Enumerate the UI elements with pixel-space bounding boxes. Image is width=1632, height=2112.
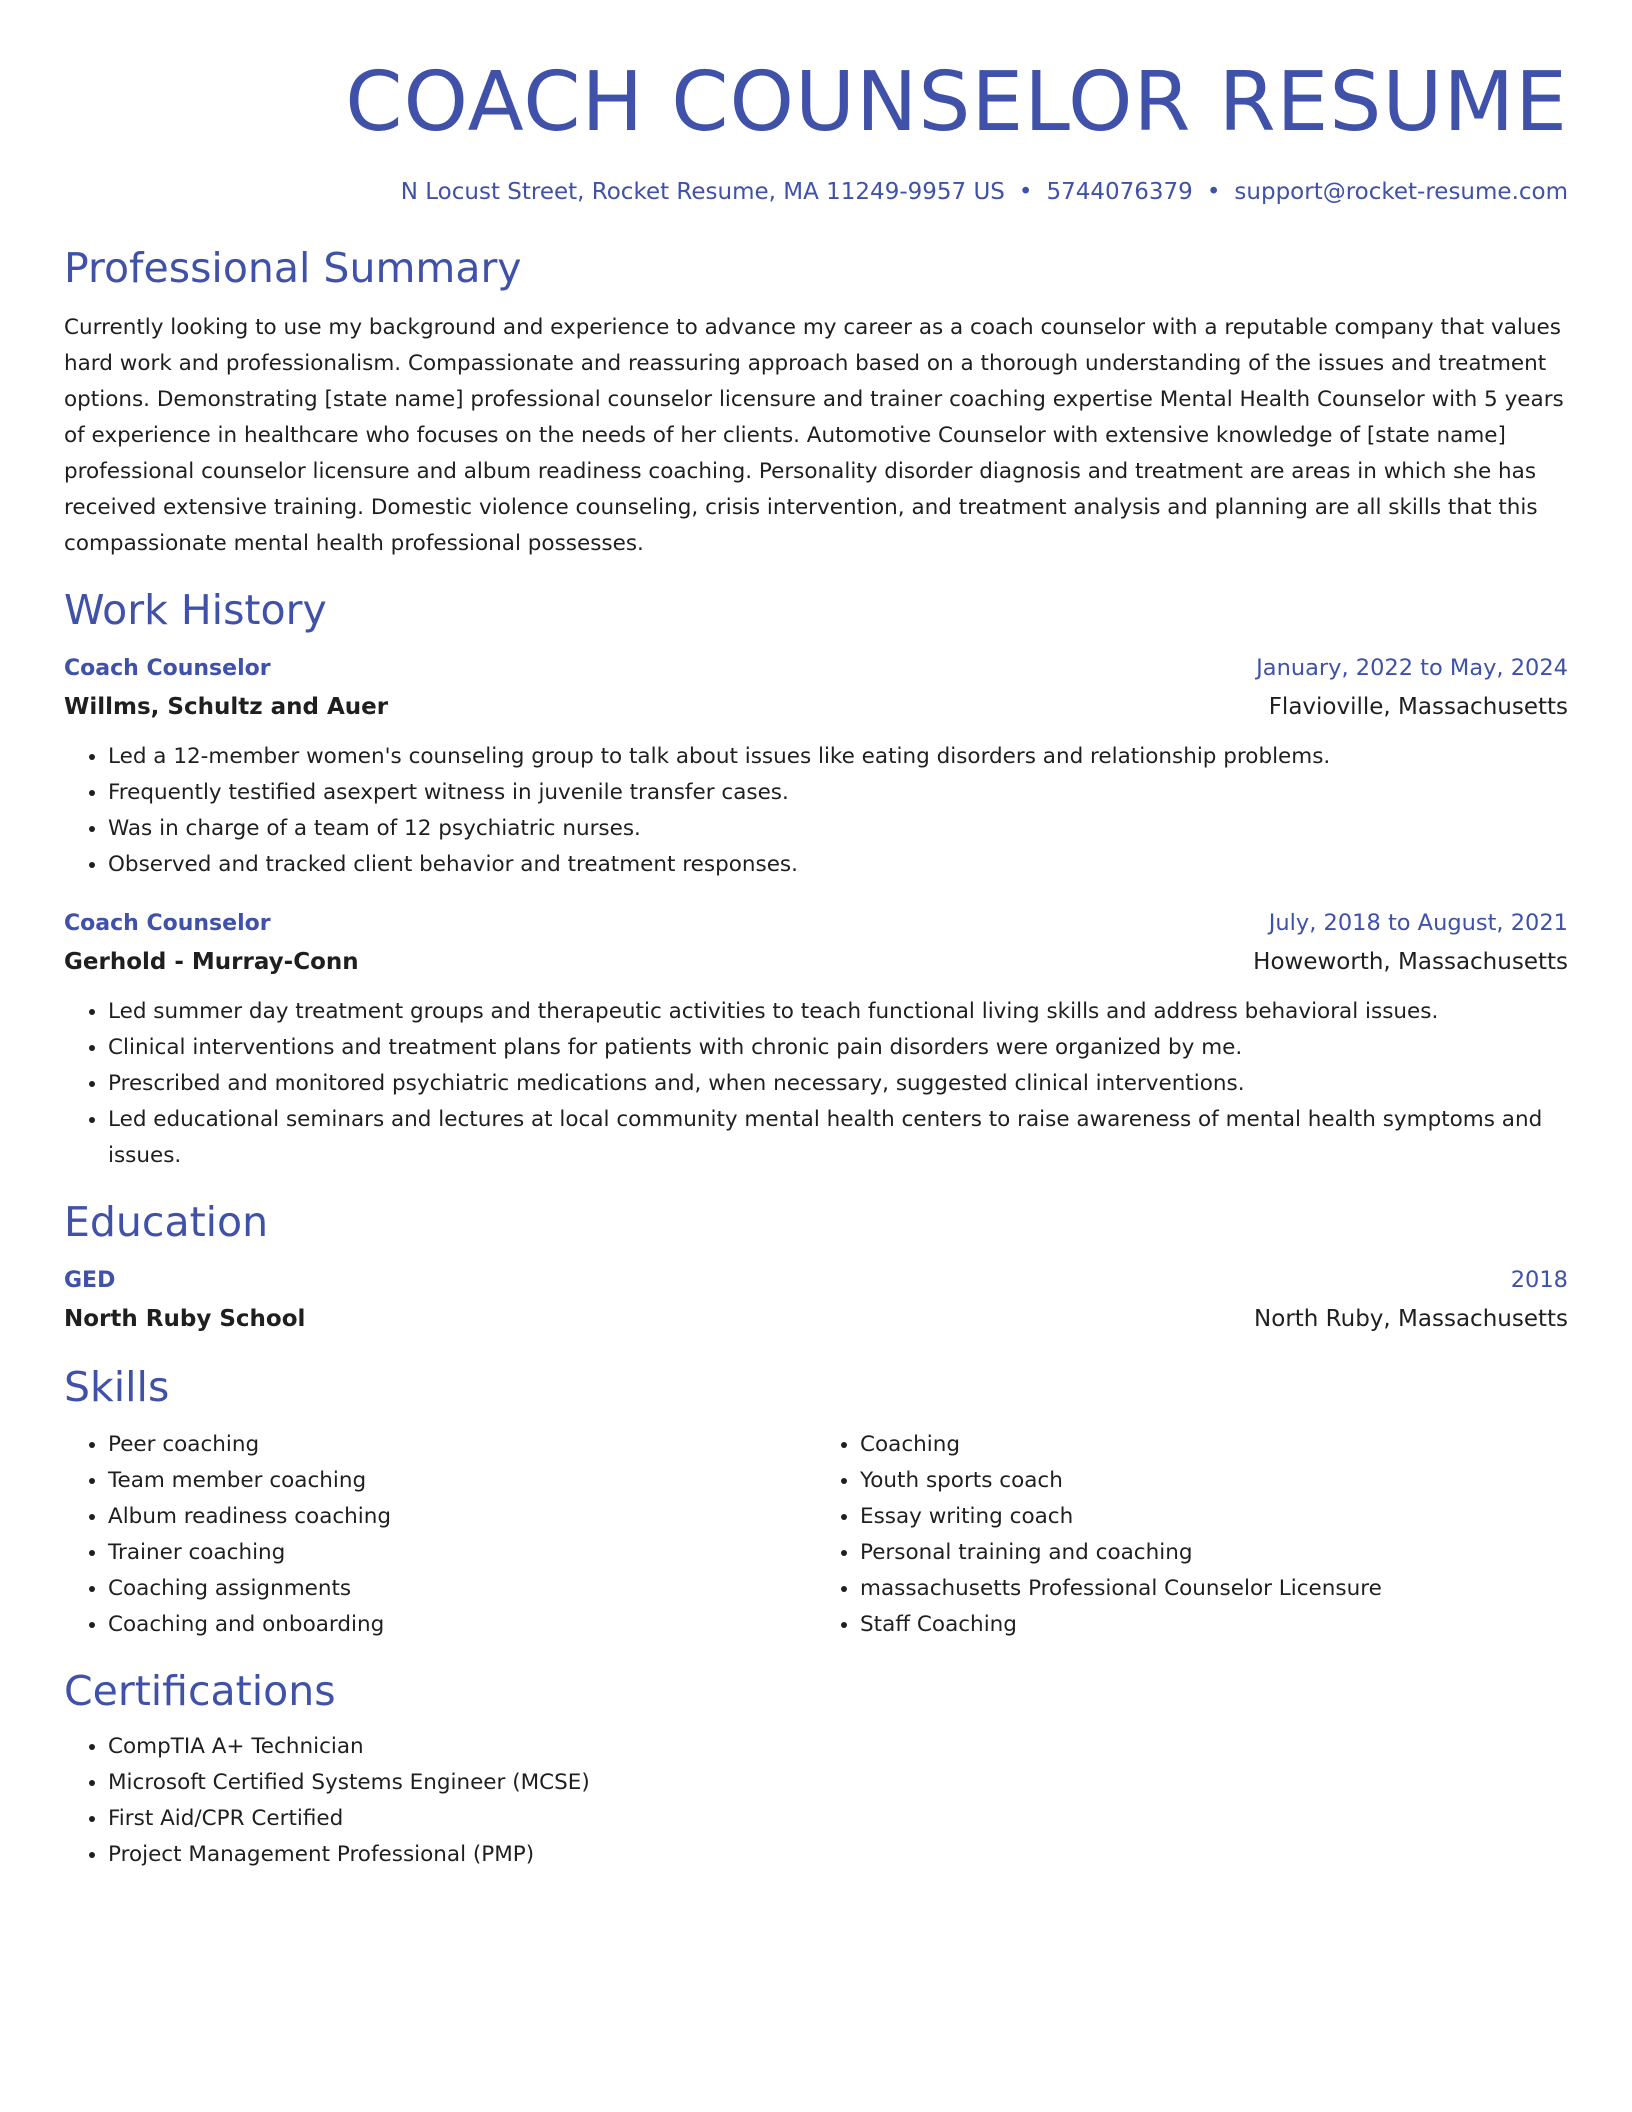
list-item: • Personal training and coaching <box>860 1535 1568 1571</box>
list-item: • Microsoft Certified Systems Engineer (MCSE) <box>108 1765 1568 1801</box>
contact-separator: • <box>1206 179 1221 205</box>
list-item: • Staff Coaching <box>860 1607 1568 1643</box>
contact-phone: 5744076379 <box>1046 179 1193 205</box>
skills-list-right <box>816 1427 1568 1643</box>
job-dates: January, 2022 to May, 2024 <box>1256 655 1568 681</box>
skills-section <box>64 1361 1568 1643</box>
contact-address: N Locust Street, Rocket Resume, MA 11249-9957 US <box>400 179 1005 205</box>
list-item: • Project Management Professional (PMP) <box>108 1837 1568 1873</box>
list-item: • Essay writing coach <box>860 1499 1568 1535</box>
summary-heading: Professional Summary <box>64 244 522 292</box>
certifications-section <box>64 1665 1568 1873</box>
list-item: • Coaching assignments <box>108 1571 816 1607</box>
contact-line <box>64 176 1568 208</box>
list-item: • Led educational seminars and lectures at local community mental health centers to raise awareness of mental health symptoms and issues. <box>108 1102 1568 1174</box>
summary-text: Currently looking to use my background and experience to advance my career as a coach counselor with a reputable company that values hard work and professionalism. Compassionate and reassuring approach based on a thorough understanding of the issues and treatment options. Demonstrating [state name] professional counselor licensure and trainer coaching expertise Mental Health Counselor with 5 years of experience in healthcare who focuses on the needs of her clients. Automotive Counselor with extensive knowledge of [state name] professional counselor licensure and album readiness coaching. Personality disorder diagnosis and treatment are areas in which she has received extensive training. Domestic violence counseling, crisis intervention, and treatment analysis and planning are all skills that this compassionate mental health professional possesses. <box>64 315 1564 556</box>
job-bullets <box>64 994 1568 1174</box>
list-item: • Observed and tracked client behavior and treatment responses. <box>108 847 1568 883</box>
education-year: 2018 <box>1510 1267 1568 1293</box>
education-heading: Education <box>64 1198 269 1246</box>
job-location: Flavioville, Massachusetts <box>1268 694 1568 720</box>
contact-separator: • <box>1018 179 1033 205</box>
job-entry <box>64 650 1568 883</box>
list-item: • Peer coaching <box>108 1427 816 1463</box>
contact-email: support@rocket-resume.com <box>1234 179 1568 205</box>
list-item: • Frequently testified asexpert witness in juvenile transfer cases. <box>108 775 1568 811</box>
job-location: Howeworth, Massachusetts <box>1253 949 1568 975</box>
list-item: • Album readiness coaching <box>108 1499 816 1535</box>
list-item: • Trainer coaching <box>108 1535 816 1571</box>
list-item: • massachusetts Professional Counselor Licensure <box>860 1571 1568 1607</box>
list-item: • Prescribed and monitored psychiatric medications and, when necessary, suggested clinical interventions. <box>108 1066 1568 1102</box>
resume-title: COACH COUNSELOR RESUME <box>345 55 1568 150</box>
resume-header <box>64 52 1568 208</box>
list-item: • CompTIA A+ Technician <box>108 1729 1568 1765</box>
education-section <box>64 1196 1568 1339</box>
list-item: • Led summer day treatment groups and therapeutic activities to teach functional living skills and address behavioral issues. <box>108 994 1568 1030</box>
education-school: North Ruby School <box>64 1306 306 1332</box>
job-company: Willms, Schultz and Auer <box>64 694 389 720</box>
list-item: • Was in charge of a team of 12 psychiatric nurses. <box>108 811 1568 847</box>
job-company: Gerhold - Murray-Conn <box>64 949 359 975</box>
work-history-heading: Work History <box>64 586 327 634</box>
list-item: • Clinical interventions and treatment plans for patients with chronic pain disorders were organized by me. <box>108 1030 1568 1066</box>
list-item: • Team member coaching <box>108 1463 816 1499</box>
job-dates: July, 2018 to August, 2021 <box>1268 910 1568 936</box>
list-item: • Coaching and onboarding <box>108 1607 816 1643</box>
list-item: • Led a 12-member women's counseling group to talk about issues like eating disorders and relationship problems. <box>108 739 1568 775</box>
list-item: • Youth sports coach <box>860 1463 1568 1499</box>
certifications-list <box>64 1729 1568 1873</box>
education-entry <box>64 1262 1568 1339</box>
job-role: Coach Counselor <box>64 911 271 936</box>
skills-columns <box>64 1427 1568 1643</box>
skills-list-left <box>64 1427 816 1643</box>
education-location: North Ruby, Massachusetts <box>1254 1306 1568 1332</box>
job-role: Coach Counselor <box>64 656 271 681</box>
skills-heading: Skills <box>64 1363 170 1411</box>
job-bullets <box>64 739 1568 883</box>
list-item: • First Aid/CPR Certified <box>108 1801 1568 1837</box>
certifications-heading: Certifications <box>64 1667 336 1715</box>
education-degree: GED <box>64 1268 116 1293</box>
list-item: • Coaching <box>860 1427 1568 1463</box>
job-entry <box>64 905 1568 1174</box>
work-history-section <box>64 584 1568 1174</box>
